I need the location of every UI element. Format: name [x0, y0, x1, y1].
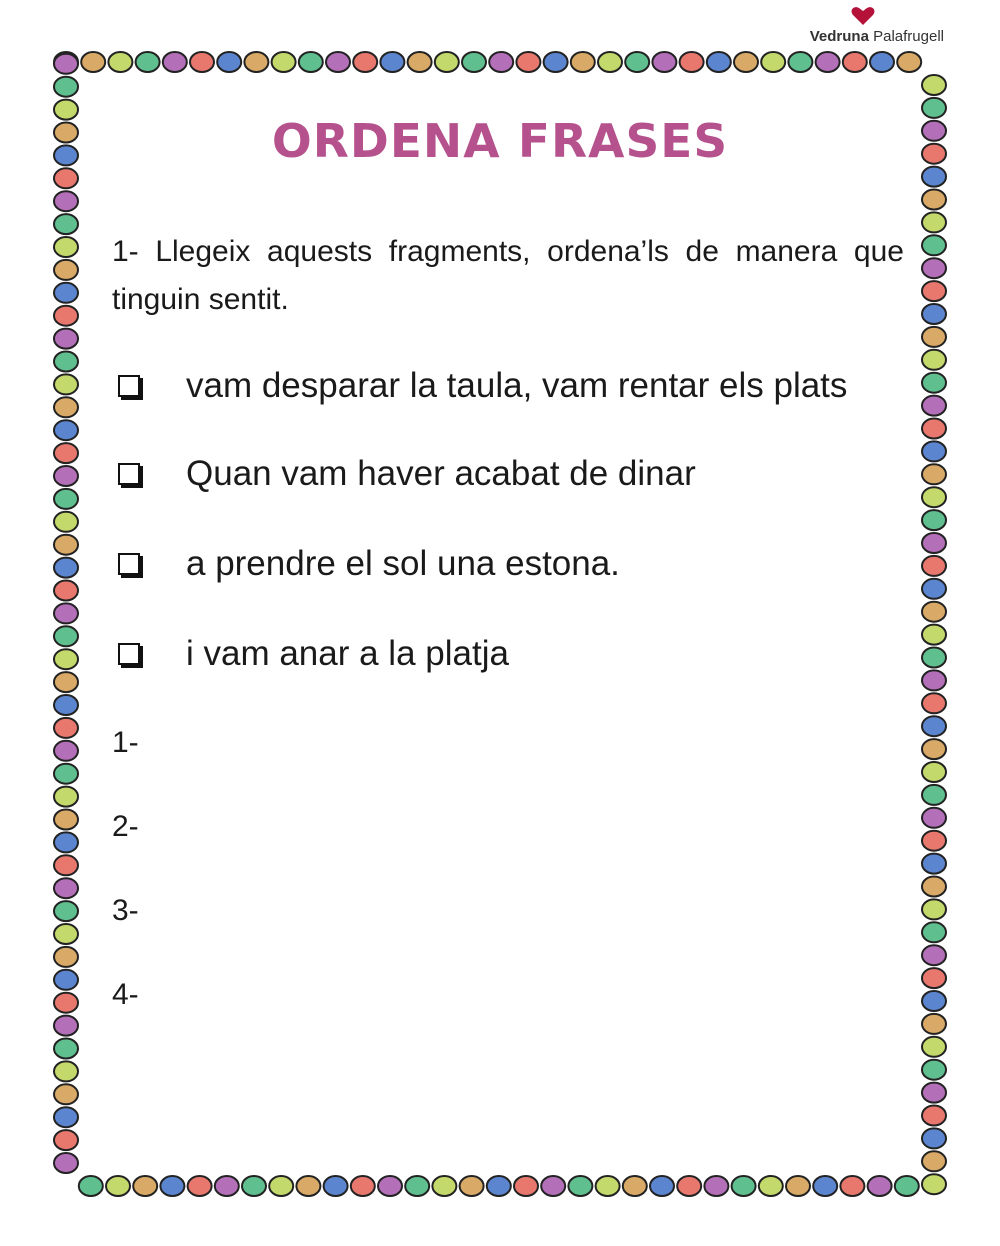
border-bead [922, 258, 946, 278]
border-bead [704, 1176, 728, 1196]
border-bead [922, 419, 946, 439]
border-bead [489, 52, 513, 72]
border-bead [106, 1176, 130, 1196]
heart-icon [850, 6, 876, 26]
border-bead [707, 52, 731, 72]
border-bead [54, 649, 78, 669]
border-bead [922, 854, 946, 874]
border-bead [272, 52, 296, 72]
logo-brand-light: Palafrugell [873, 28, 944, 45]
border-bead [761, 52, 785, 72]
border-bead [54, 878, 78, 898]
border-bead [54, 672, 78, 692]
border-bead [54, 168, 78, 188]
border-bead [54, 191, 78, 211]
border-bead [922, 464, 946, 484]
border-bead [922, 877, 946, 897]
border-bead [54, 420, 78, 440]
border-bead [571, 52, 595, 72]
border-bead [596, 1176, 620, 1196]
border-bead [625, 52, 649, 72]
answer-line-3[interactable]: 3- [112, 894, 139, 927]
border-bead [353, 52, 377, 72]
border-bead [514, 1176, 538, 1196]
border-bead [408, 52, 432, 72]
border-bead [136, 52, 160, 72]
border-bead [922, 1106, 946, 1126]
border-bead [54, 1107, 78, 1127]
border-bead [922, 1174, 946, 1194]
border-bead [843, 52, 867, 72]
border-bead [922, 670, 946, 690]
border-bead [54, 718, 78, 738]
border-bead [922, 235, 946, 255]
border-bead [462, 52, 486, 72]
border-bead [922, 945, 946, 965]
answer-line-2[interactable]: 2- [112, 810, 139, 843]
border-bead [623, 1176, 647, 1196]
border-bead [922, 785, 946, 805]
border-bead [79, 1176, 103, 1196]
border-bead [54, 764, 78, 784]
answer-line-4[interactable]: 4- [112, 978, 139, 1011]
border-bead [922, 831, 946, 851]
border-bead [81, 52, 105, 72]
border-bead [54, 489, 78, 509]
border-bead [215, 1176, 239, 1196]
border-bead [54, 329, 78, 349]
border-bead [868, 1176, 892, 1196]
border-bead [516, 52, 540, 72]
border-bead [188, 1176, 212, 1196]
fragment-item[interactable] [118, 366, 847, 406]
border-bead [922, 648, 946, 668]
border-bead [922, 212, 946, 232]
border-bead [652, 52, 676, 72]
border-bead [54, 581, 78, 601]
border-bead [922, 716, 946, 736]
border-bead [54, 1153, 78, 1173]
border-bead [54, 306, 78, 326]
checkbox-icon[interactable] [118, 643, 140, 665]
border-bead [351, 1176, 375, 1196]
logo-brand-bold: Vedruna [809, 28, 869, 45]
border-bead [54, 787, 78, 807]
border-bead [108, 52, 132, 72]
border-bead [133, 1176, 157, 1196]
border-bead [922, 190, 946, 210]
fragment-item[interactable] [118, 544, 620, 584]
border-bead [160, 1176, 184, 1196]
border-bead [922, 1060, 946, 1080]
fragment-text: vam desparar la taula, vam rentar els plats [186, 366, 848, 405]
border-bead [54, 54, 78, 74]
border-bead [922, 1151, 946, 1171]
border-bead [242, 1176, 266, 1196]
border-bead [269, 1176, 293, 1196]
border-bead [897, 52, 921, 72]
border-bead [922, 1083, 946, 1103]
border-bead [544, 52, 568, 72]
border-bead [650, 1176, 674, 1196]
border-bead [217, 52, 241, 72]
border-bead [922, 556, 946, 576]
border-bead [324, 1176, 348, 1196]
border-bead [460, 1176, 484, 1196]
border-bead [378, 1176, 402, 1196]
border-bead [405, 1176, 429, 1196]
border-bead [54, 535, 78, 555]
border-bead [296, 1176, 320, 1196]
border-bead [870, 52, 894, 72]
border-bead [54, 855, 78, 875]
border-bead [54, 52, 78, 72]
border-bead [922, 441, 946, 461]
border-bead [54, 214, 78, 234]
fragment-text: a prendre el sol una estona. [186, 544, 620, 583]
border-bead [54, 810, 78, 830]
checkbox-icon[interactable] [118, 375, 140, 397]
border-bead [816, 52, 840, 72]
border-bead [54, 970, 78, 990]
border-bead [922, 396, 946, 416]
border-bead [922, 1037, 946, 1057]
border-bead [922, 922, 946, 942]
border-bead [54, 260, 78, 280]
border-bead [759, 1176, 783, 1196]
border-bead [54, 77, 78, 97]
border-bead [922, 739, 946, 759]
border-bead [54, 924, 78, 944]
border-bead [432, 1176, 456, 1196]
border-bead [922, 693, 946, 713]
instruction-text: 1- Llegeix aquests fragments, ordena’ls de manera que tinguin sentit. [112, 235, 904, 316]
border-bead [190, 52, 214, 72]
border-bead [922, 1128, 946, 1148]
border-bead [54, 741, 78, 761]
border-bead [54, 1039, 78, 1059]
border-bead [922, 625, 946, 645]
checkbox-icon[interactable] [118, 463, 140, 485]
border-bead [922, 167, 946, 187]
fragment-text: i vam anar a la platja [186, 634, 509, 673]
border-bead [380, 52, 404, 72]
border-bead [54, 352, 78, 372]
checkbox-icon[interactable] [118, 553, 140, 575]
border-bead [922, 327, 946, 347]
border-bead [244, 52, 268, 72]
border-bead [786, 1176, 810, 1196]
border-bead [922, 991, 946, 1011]
fragment-item[interactable] [118, 454, 696, 494]
border-bead [732, 1176, 756, 1196]
border-bead [922, 602, 946, 622]
border-bead [734, 52, 758, 72]
answer-line-1[interactable]: 1- [112, 726, 139, 759]
border-bead [922, 373, 946, 393]
border-bead [54, 1061, 78, 1081]
border-bead [922, 487, 946, 507]
border-bead [922, 304, 946, 324]
border-bead [54, 512, 78, 532]
border-bead [54, 832, 78, 852]
border-bead [813, 1176, 837, 1196]
border-bead [895, 1176, 919, 1196]
border-bead [922, 75, 946, 95]
border-bead [54, 603, 78, 623]
border-bead [54, 1130, 78, 1150]
border-bead [54, 1016, 78, 1036]
border-bead [54, 374, 78, 394]
border-bead [922, 899, 946, 919]
border-bead [435, 52, 459, 72]
border-bead [677, 1176, 701, 1196]
border-bead [922, 762, 946, 782]
border-bead [922, 1014, 946, 1034]
page-title: ORDENA FRASES [271, 114, 729, 168]
border-bead [922, 579, 946, 599]
border-bead [922, 350, 946, 370]
border-bead [54, 397, 78, 417]
fragment-text: Quan vam haver acabat de dinar [186, 454, 696, 493]
border-bead [54, 237, 78, 257]
border-bead [568, 1176, 592, 1196]
border-bead [788, 52, 812, 72]
border-bead [840, 1176, 864, 1196]
border-bead [54, 443, 78, 463]
border-bead [54, 626, 78, 646]
border-bead [922, 510, 946, 530]
border-bead [54, 1084, 78, 1104]
border-bead [598, 52, 622, 72]
border-bead [922, 968, 946, 988]
border-bead [922, 533, 946, 553]
border-bead [54, 901, 78, 921]
border-bead [54, 993, 78, 1013]
border-bead [54, 947, 78, 967]
border-bead [922, 808, 946, 828]
border-bead [54, 695, 78, 715]
border-bead [487, 1176, 511, 1196]
border-bead [541, 1176, 565, 1196]
border-bead [54, 283, 78, 303]
border-bead [680, 52, 704, 72]
border-bead [163, 52, 187, 72]
border-bead [922, 281, 946, 301]
border-bead [299, 52, 323, 72]
border-bead [54, 558, 78, 578]
border-bead [54, 466, 78, 486]
school-logo [810, 6, 944, 45]
fragment-item[interactable] [118, 634, 509, 674]
border-bead [326, 52, 350, 72]
